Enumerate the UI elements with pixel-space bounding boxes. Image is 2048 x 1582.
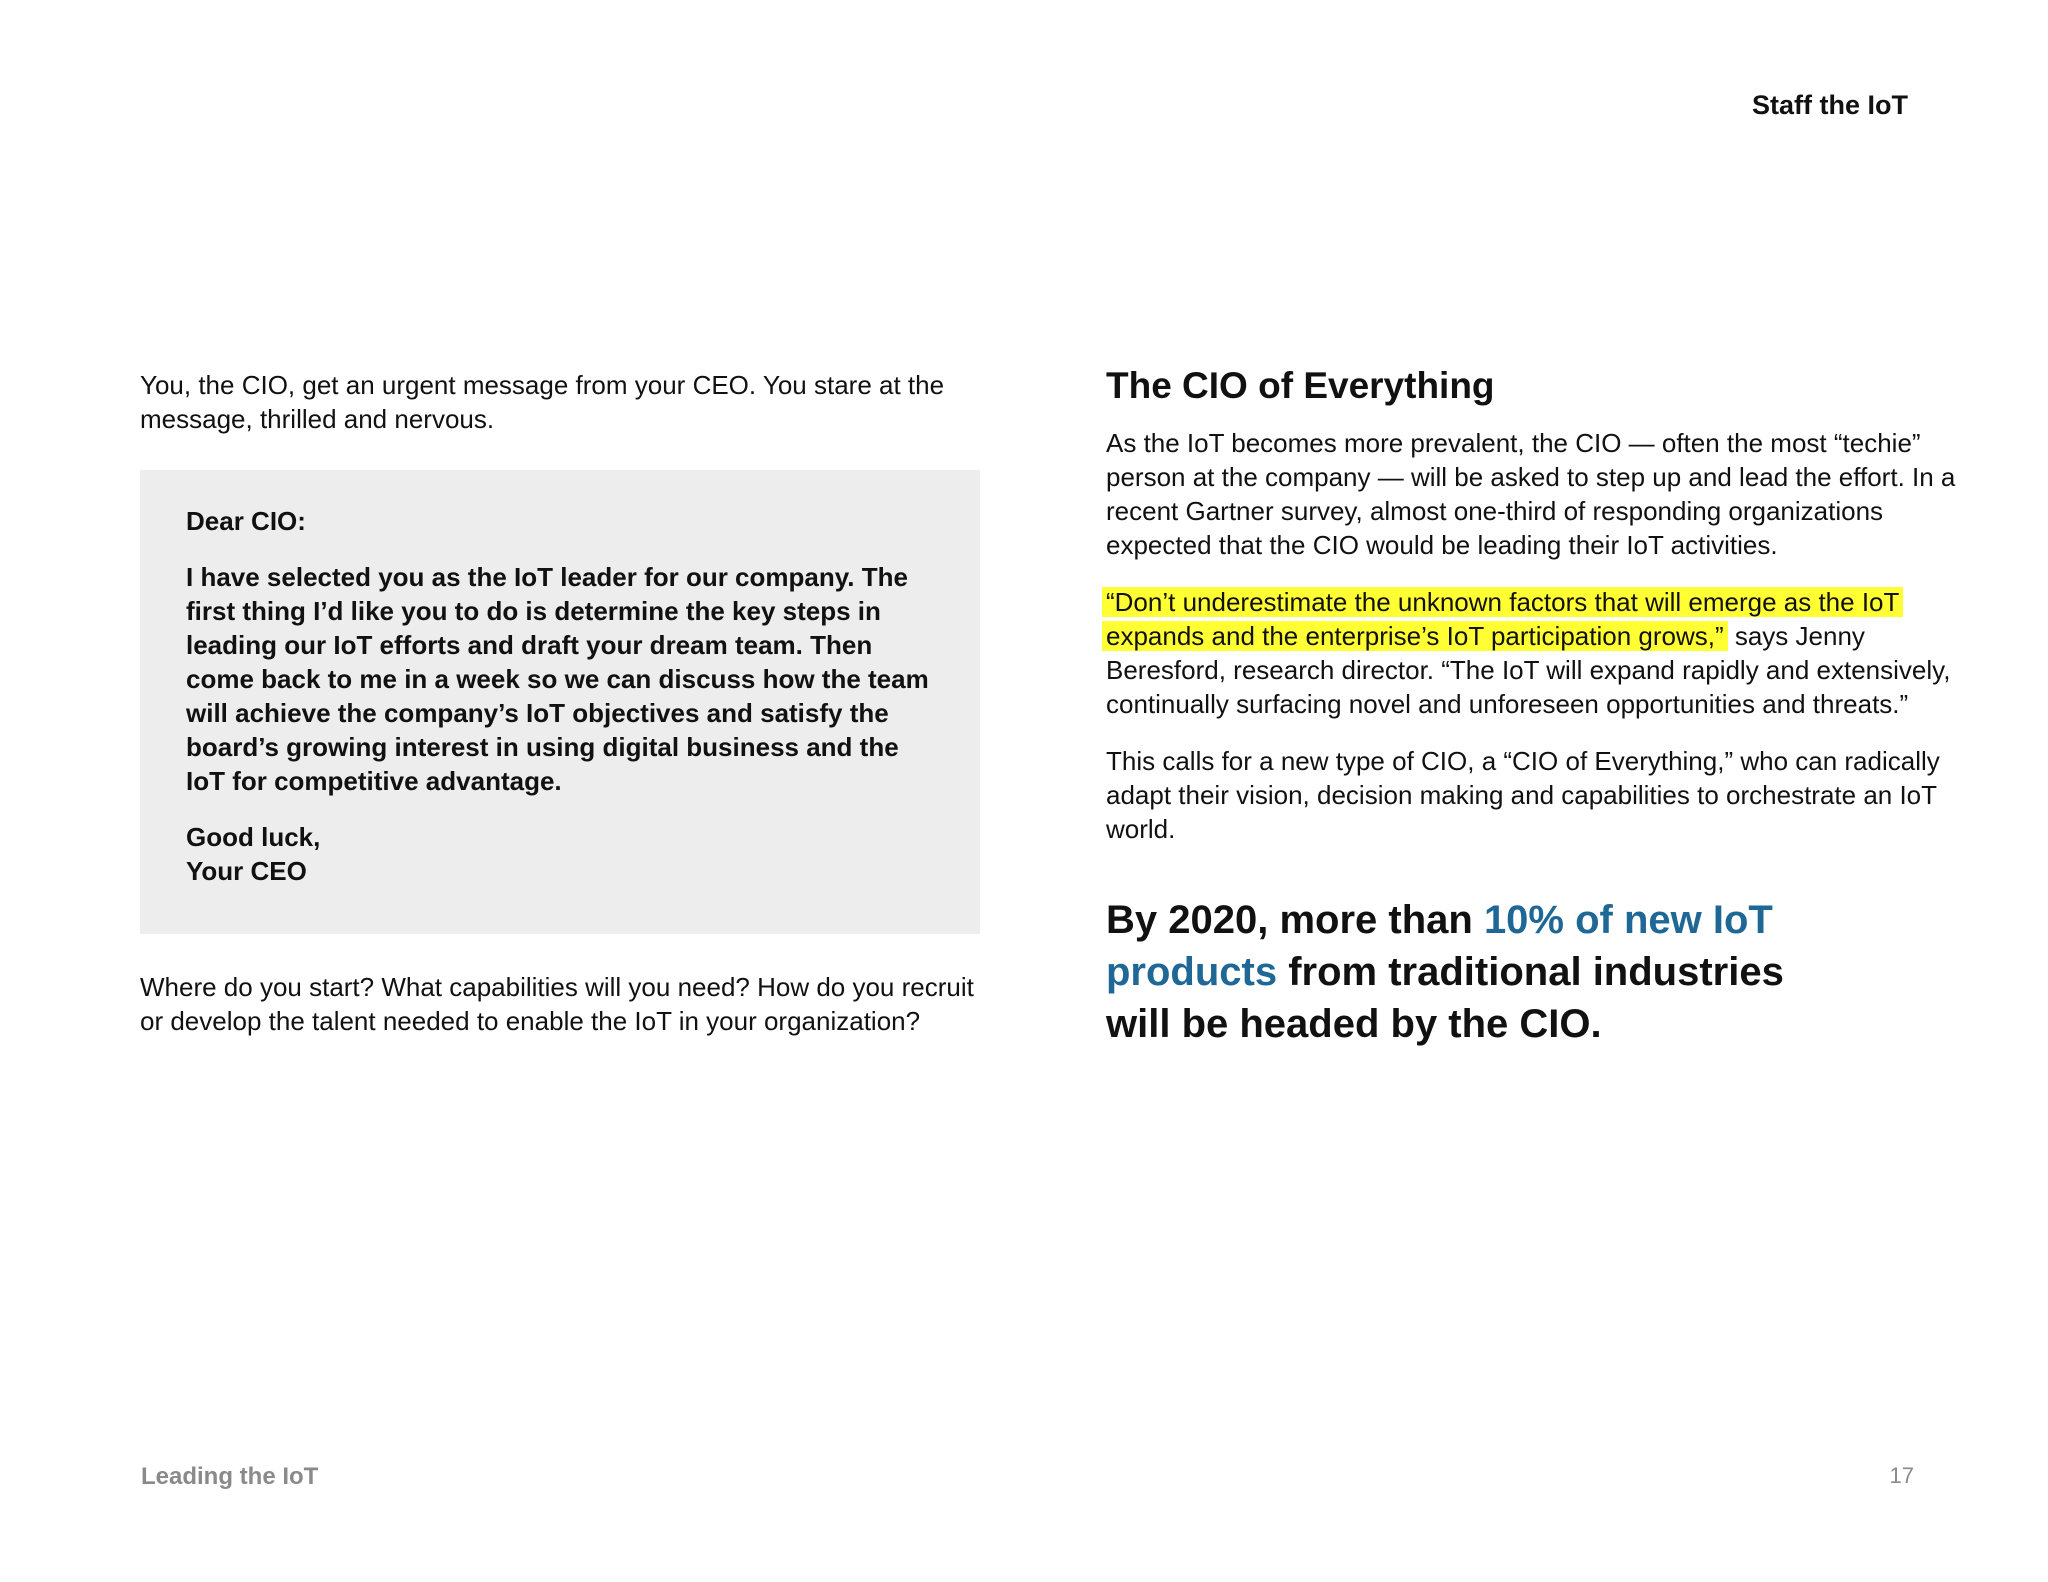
letter-closing [186,820,934,888]
highlighted-quote: “Don’t underestimate the unknown factors that will emerge as the IoT expands and the enterprise’s IoT participation grows,” [1102,587,1903,651]
section-heading: The CIO of Everything [1106,365,1495,406]
quote-paragraph [1106,585,1956,721]
letter-salutation: Dear CIO: [186,506,306,536]
callout-accent: 10% of new IoT products [1106,898,1773,994]
statistic-callout [1106,894,1846,1050]
running-header: Staff the IoT [1752,90,1908,120]
page-number: 17 [1889,1463,1914,1488]
letter-closing-line1: Good luck, [186,822,321,852]
left-column [140,368,980,1064]
callout-text-end: from traditional industries will be headed by the CIO. [1106,950,1784,1046]
cio-of-everything-paragraph: This calls for a new type of CIO, a “CIO of Everything,” who can radically adapt their vision, decision making and capabilities to orchestrate an IoT world. [1106,746,1940,844]
intro-paragraph: You, the CIO, get an urgent message from your CEO. You stare at the message, thrilled and nervous. [140,370,945,434]
outro-paragraph: Where do you start? What capabilities will you need? How do you recruit or develop the talent needed to enable the IoT in your organization? [140,972,974,1036]
footer-document-title: Leading the IoT [141,1463,319,1490]
letter-body: I have selected you as the IoT leader for our company. The first thing I’d like you to do is determine the key steps in leading our IoT efforts and draft your dream team. Then come back to me in a week so we can discuss how the team will achieve the company’s IoT objectives and satisfy the board’s growing interest in using digital business and the IoT for competitive advantage. [186,562,929,796]
ceo-letter-box [140,470,980,934]
quote-attribution: says Jenny Beresford, research director. “The IoT will expand rapidly and extensively, continually surfacing novel and unforeseen opportunities and threats.” [1106,621,1951,719]
callout-text-start: By 2020, more than [1106,898,1484,942]
letter-signature: Your CEO [186,856,307,886]
cio-paragraph: As the IoT becomes more prevalent, the CIO — often the most “techie” person at the company — will be asked to step up and lead the effort. In a recent Gartner survey, almost one-third of responding organizations expected that the CIO would be leading their IoT activities. [1106,428,1956,560]
right-column [1106,364,1956,1050]
